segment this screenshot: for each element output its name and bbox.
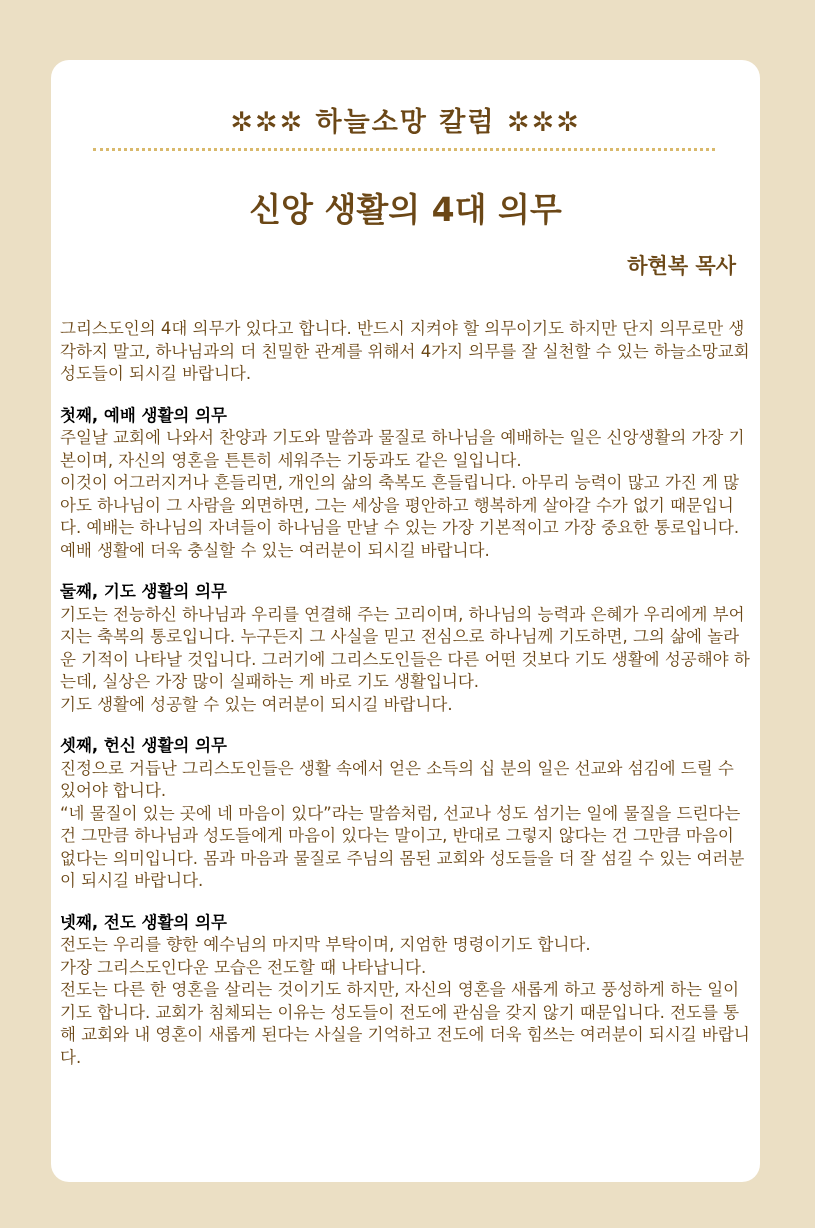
column-header: ✲✲✲ 하늘소망 칼럼 ✲✲✲ bbox=[230, 107, 581, 138]
section-heading: 넷째, 전도 생활의 의무 bbox=[60, 912, 227, 932]
article-body bbox=[60, 318, 750, 1088]
section-prayer bbox=[60, 581, 750, 716]
column-card bbox=[51, 60, 760, 1182]
section-paragraph: 기도 생활에 성공할 수 있는 여러분이 되시길 바랍니다. bbox=[60, 694, 453, 714]
section-heading: 셋째, 헌신 생활의 의무 bbox=[60, 736, 227, 755]
section-paragraph: 전도는 다른 한 영혼을 살리는 것이기도 하지만, 자신의 영혼을 새롭게 하고 풍성하게 하는 일이기도 합니다. 교회가 침체되는 이유는 성도들이 전도에 관심을 갖지 않기 때문입니다. 전도를 통해 교회와 내 영혼이 새롭게 된다는 사실을 기억하고 전도에 더욱 힘쓰는 여러분이 되시길 바랍니다. bbox=[60, 980, 750, 1067]
section-evangelism bbox=[60, 912, 750, 1070]
section-paragraph: “네 물질이 있는 곳에 네 마음이 있다”라는 말씀처럼, 선교나 성도 섬기는 일에 물질을 드린다는 건 그만큼 하나님과 성도들에게 마음이 있다는 말이고, 반대로 그렇지 않다는 건 그만큼 마음이 없다는 의미입니다. 몸과 마음과 물질로 주님의 몸된 교회와 성도들을 더 잘 섬길 수 있는 여러분이 되시길 바랍니다. bbox=[60, 803, 745, 890]
section-paragraph: 주일날 교회에 나와서 찬양과 기도와 말씀과 물질로 하나님을 예배하는 일은 신앙생활의 가장 기본이며, 자신의 영혼을 튼튼히 세워주는 기둥과도 같은 일입니다. bbox=[60, 428, 745, 470]
section-paragraph: 이것이 어그러지거나 흔들리면, 개인의 삶의 축복도 흔들립니다. 아무리 능력이 많고 가진 게 많아도 하나님이 그 사람을 외면하면, 그는 세상을 평안하고 행복하게 살아갈 수가 없기 때문입니다. 예배는 하나님의 자녀들이 하나님을 만날 수 있는 가장 기본적이고 가장 중요한 통로입니다. 예배 생활에 더욱 충실할 수 있는 여러분이 되시길 바랍니다. bbox=[60, 473, 740, 560]
section-worship bbox=[60, 405, 750, 563]
section-paragraph: 전도는 우리를 향한 예수님의 마지막 부탁이며, 지엄한 명령이기도 합니다. bbox=[60, 935, 591, 954]
author-name: 하현복 목사 bbox=[627, 254, 736, 278]
section-devotion bbox=[60, 735, 750, 893]
section-paragraph: 가장 그리스도인다운 모습은 전도할 때 나타납니다. bbox=[60, 957, 427, 977]
section-heading: 첫째, 예배 생활의 의무 bbox=[60, 405, 227, 425]
article-title: 신앙 생활의 4대 의무 bbox=[249, 190, 562, 229]
dotted-divider bbox=[93, 148, 715, 151]
section-heading: 둘째, 기도 생활의 의무 bbox=[60, 582, 227, 601]
intro-paragraph: 그리스도인의 4대 의무가 있다고 합니다. 반드시 지켜야 할 의무이기도 하지만 단지 의무로만 생각하지 말고, 하나님과의 더 친밀한 관계를 위해서 4가지 의무를 잘 실천할 수 있는 하늘소망교회 성도들이 되시길 바랍니다. bbox=[60, 319, 750, 383]
section-paragraph: 기도는 전능하신 하나님과 우리를 연결해 주는 고리이며, 하나님의 능력과 은혜가 우리에게 부어지는 축복의 통로입니다. 누구든지 그 사실을 믿고 전심으로 하나님께 기도하면, 그의 삶에 놀라운 기적이 나타날 것입니다. 그러기에 그리스도인들은 다른 어떤 것보다 기도 생활에 성공해야 하는데, 실상은 가장 많이 실패하는 게 바로 기도 생활입니다. bbox=[60, 604, 750, 691]
section-paragraph: 진정으로 거듭난 그리스도인들은 생활 속에서 얻은 소득의 십 분의 일은 선교와 섬김에 드릴 수 있어야 합니다. bbox=[60, 758, 734, 800]
